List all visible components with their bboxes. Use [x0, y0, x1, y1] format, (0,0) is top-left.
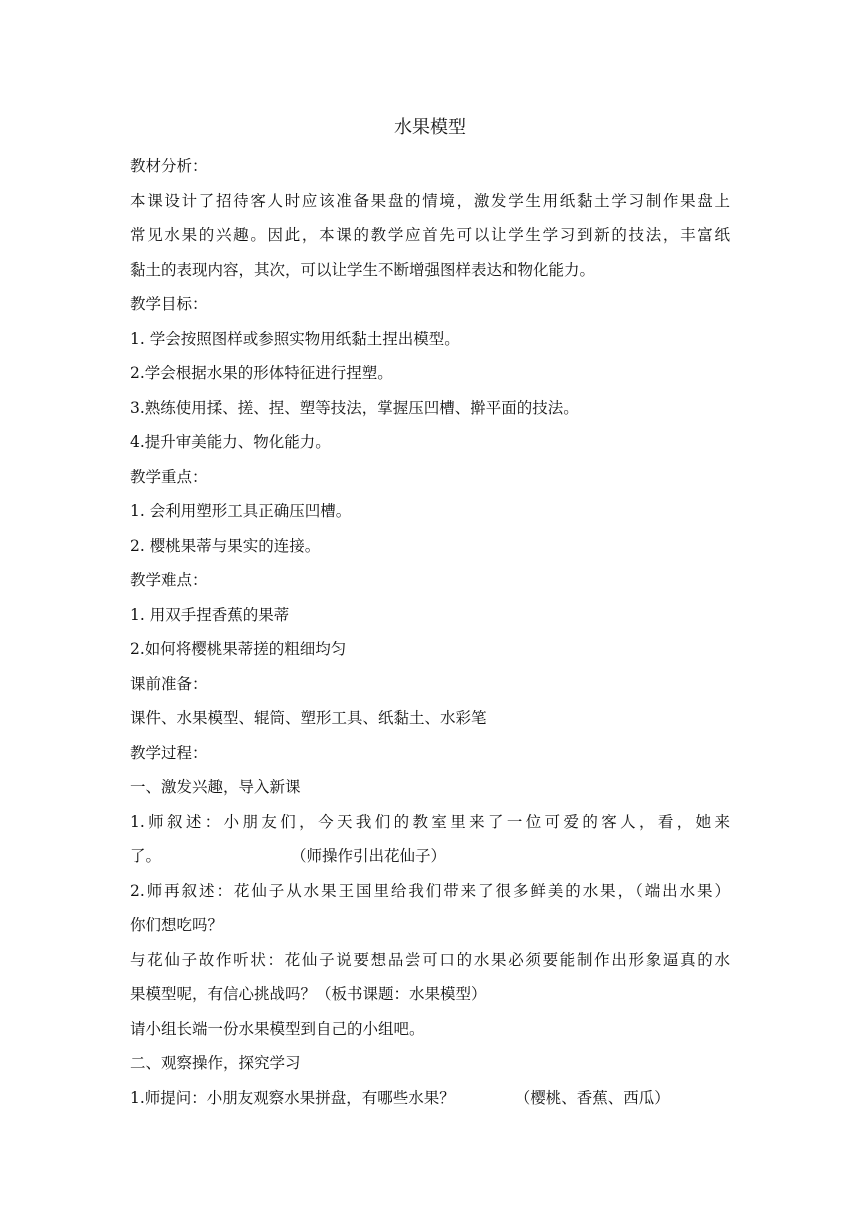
list-item: 4.提升审美能力、物化能力。 [130, 433, 331, 451]
section-heading-difficulties: 教学难点： [130, 571, 208, 589]
list-item: 2.学会根据水果的形体特征进行捏塑。 [130, 364, 393, 382]
paragraph-line: 与花仙子故作听状：花仙子说要想品尝可口的水果必须要能制作出形象逼真的水 [130, 950, 730, 969]
paragraph-line [130, 839, 730, 874]
paragraph-line: 课件、水果模型、辊筒、塑形工具、纸黏土、水彩笔 [130, 709, 487, 727]
section-heading-process: 教学过程： [130, 743, 208, 762]
paragraph-text: 了。 [130, 847, 162, 865]
paragraph-line: 请小组长端一份水果模型到自己的小组吧。 [130, 1019, 425, 1038]
paragraph-text: 1.师提问：小朋友观察水果拼盘，有哪些水果？ [130, 1088, 455, 1107]
paragraph-line [130, 1081, 730, 1116]
document-title: 水果模型 [394, 117, 466, 138]
section-heading-preparation: 课前准备： [130, 674, 208, 693]
subsection-heading: 一、激发兴趣，导入新课 [130, 778, 301, 796]
section-heading-teaching-goals: 教学目标： [130, 295, 208, 313]
list-item: 1. 学会按照图样或参照实物用纸黏土捏出模型。 [130, 329, 460, 348]
expected-answer: （樱桃、香蕉、西瓜） [514, 1088, 670, 1107]
stage-direction: （师操作引出花仙子） [291, 847, 447, 865]
list-item: 3.熟练使用揉、搓、捏、塑等技法，掌握压凹槽、擀平面的技法。 [130, 398, 579, 417]
paragraph-line: 2.师再叙述：花仙子从水果王国里给我们带来了很多鲜美的水果，（端出水果） [130, 881, 730, 900]
document-page [130, 113, 730, 1115]
paragraph-line: 黏土的表现内容，其次，可以让学生不断增强图样表达和物化能力。 [130, 260, 596, 279]
section-heading-key-points: 教学重点： [130, 467, 208, 486]
list-item: 1. 会利用塑形工具正确压凹槽。 [130, 502, 352, 520]
list-item: 2.如何将樱桃果蒂搓的粗细均匀 [130, 640, 347, 658]
paragraph-line: 本课设计了招待客人时应该准备果盘的情境，激发学生用纸黏土学习制作果盘上 [130, 191, 730, 210]
list-item: 2. 樱桃果蒂与果实的连接。 [130, 536, 321, 555]
paragraph-line: 1.师叙述：小朋友们，今天我们的教室里来了一位可爱的客人，看，她来 [130, 812, 730, 831]
list-item: 1. 用双手捏香蕉的果蒂 [130, 605, 290, 624]
paragraph-line: 你们想吃吗？ [130, 916, 224, 934]
subsection-heading: 二、观察操作，探究学习 [130, 1054, 301, 1072]
paragraph-line: 常见水果的兴趣。因此，本课的教学应首先可以让学生学习到新的技法，丰富纸 [130, 226, 730, 244]
paragraph-line: 果模型呢，有信心挑战吗？（板书课题：水果模型） [130, 985, 487, 1003]
section-heading-material-analysis: 教材分析： [130, 157, 208, 175]
